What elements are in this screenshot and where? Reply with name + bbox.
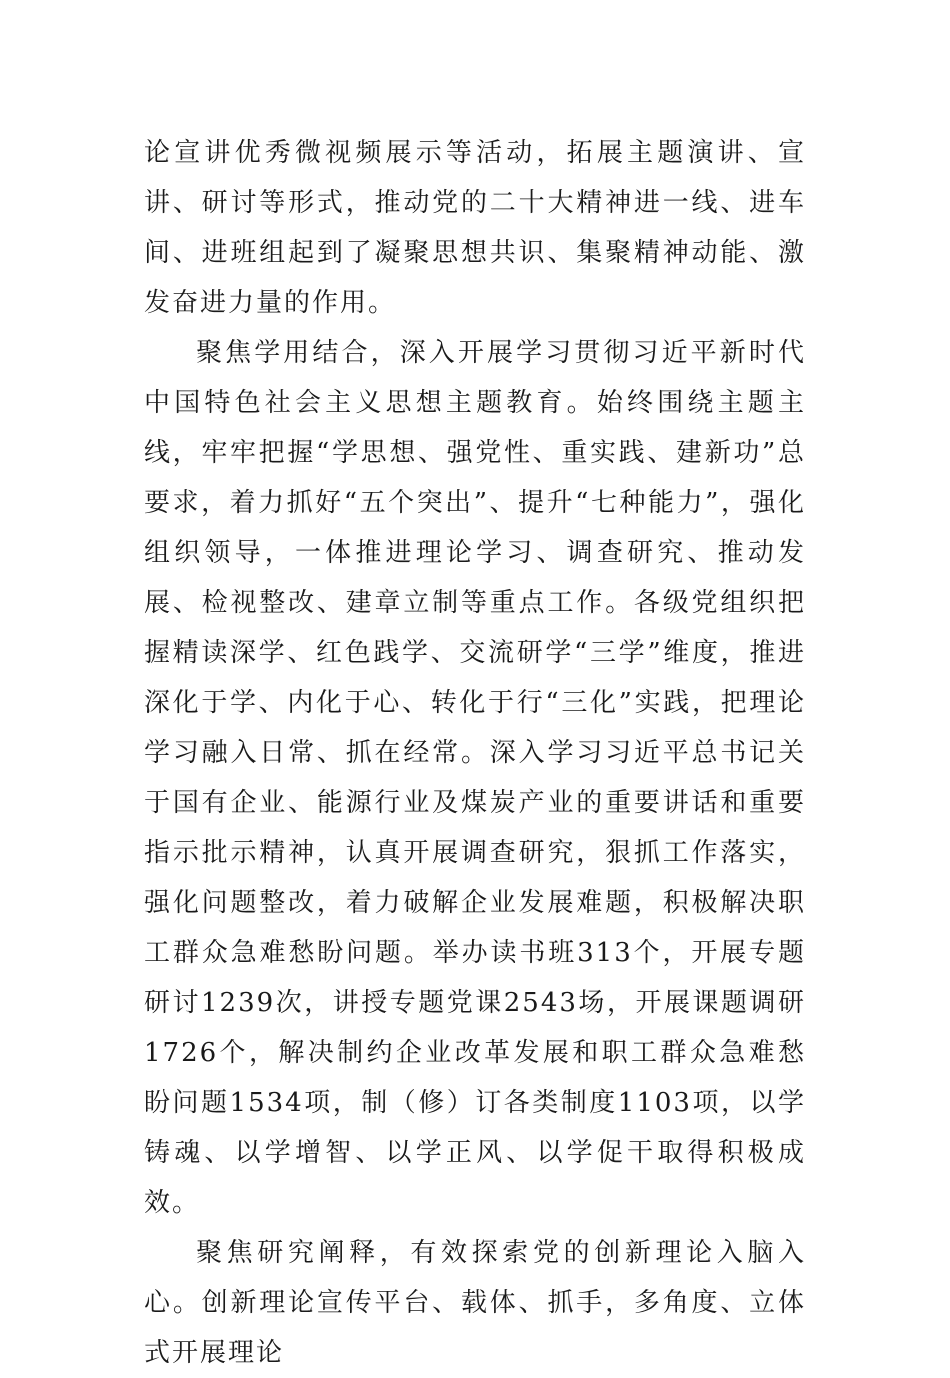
paragraph-2: 聚焦学用结合，深入开展学习贯彻习近平新时代中国特色社会主义思想主题教育。始终围绕主题主线，牢牢把握“学思想、强党性、重实践、建新功”总要求，着力抓好“五个突出”、提升“七种能力”，强化组织领导，一体推进理论学习、调查研究、推动发展、检视整改、建章立制等重点工作。各级党组织把握精读深学、红色践学、交流研学“三学”维度，推进深化于学、内化于心、转化于行“三化”实践，把理论学习融入日常、抓在经常。深入学习习近平总书记关于国有企业、能源行业及煤炭产业的重要讲话和重要指示批示精神，认真开展调查研究，狠抓工作落实，强化问题整改，着力破解企业发展难题，积极解决职工群众急难愁盼问题。举办读书班313个，开展专题研讨1239次，讲授专题党课2543场，开展课题调研1726个，解决制约企业改革发展和职工群众急难愁盼问题1534项，制（修）订各类制度1103项，以学铸魂、以学增智、以学正风、以学促干取得积极成效。 <box>144 338 806 1218</box>
document-body <box>144 128 806 1378</box>
paragraph-3: 聚焦研究阐释，有效探索党的创新理论入脑入心。创新理论宣传平台、载体、抓手，多角度、立体式开展理论 <box>144 1238 806 1368</box>
paragraph-1: 论宣讲优秀微视频展示等活动，拓展主题演讲、宣讲、研讨等形式，推动党的二十大精神进一线、进车间、进班组起到了凝聚思想共识、集聚精神动能、激发奋进力量的作用。 <box>144 138 806 318</box>
